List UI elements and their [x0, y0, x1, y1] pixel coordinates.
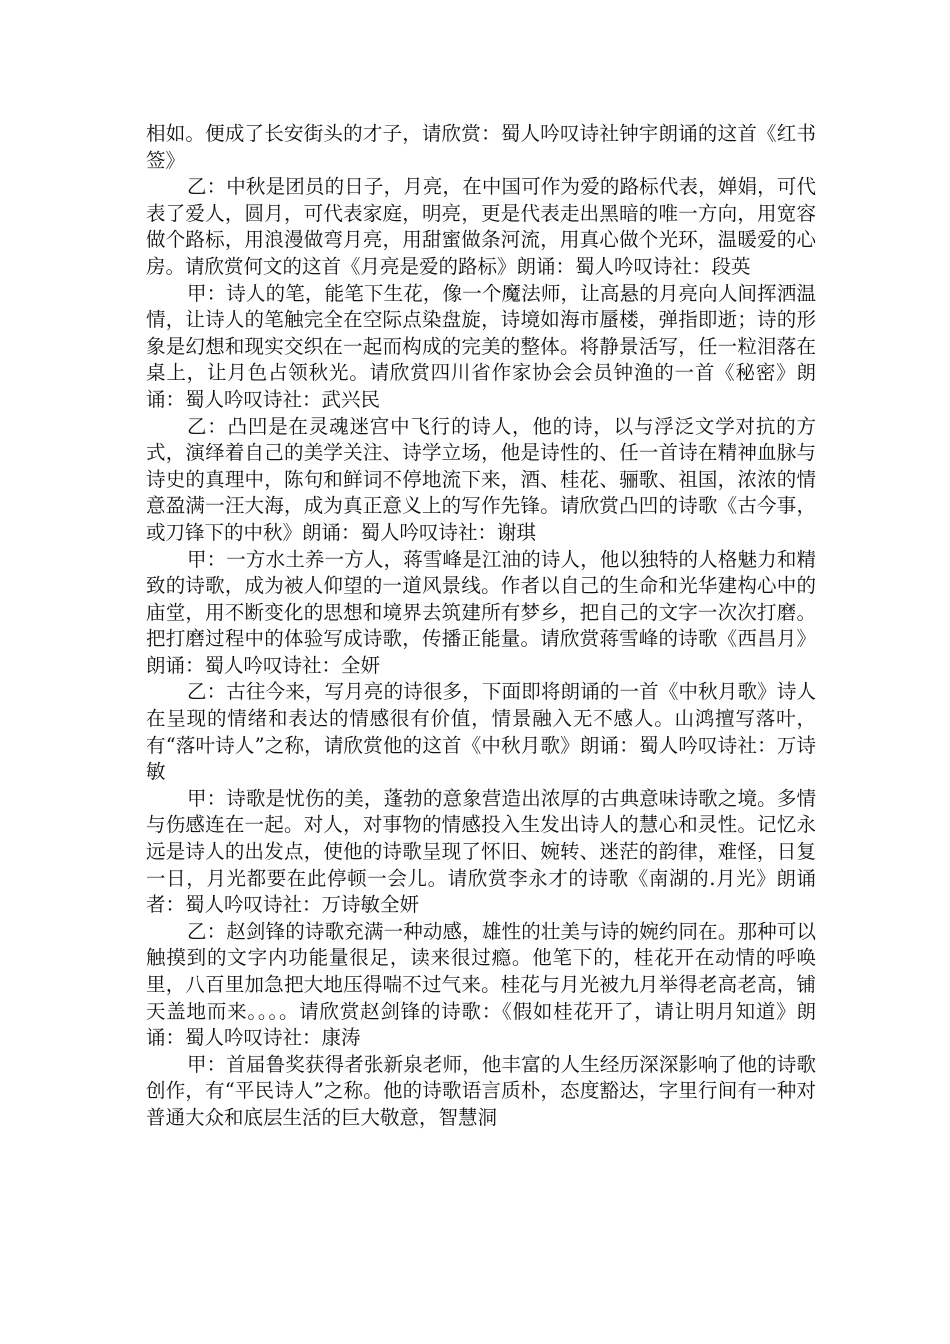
paragraph-yi-mid-autumn-song: 乙：古往今来，写月亮的诗很多，下面即将朗诵的一首《中秋月歌》诗人在呈现的情绪和表达的情感很有价值，情景融入无不感人。山鸿擅写落叶，有“落叶诗人”之称，请欣赏他的这首《中秋月歌》朗诵：蜀人吟叹诗社：万诗敏 — [146, 680, 816, 784]
paragraph-jia-xichang-moon: 甲：一方水土养一方人，蒋雪峰是江油的诗人，他以独特的人格魅力和精致的诗歌，成为被人仰望的一道风景线。作者以自己的生命和光华建构心中的庙堂，用不断变化的思想和境界去筑建所有梦乡，把自己的文字一次次打磨。把打磨过程中的体验写成诗歌，传播正能量。请欣赏蒋雪峰的诗歌《西昌月》朗诵：蜀人吟叹诗社：全妍 — [146, 547, 816, 677]
paragraph-jia-zhang-xinquan: 甲：首届鲁奖获得者张新泉老师，他丰富的人生经历深深影响了他的诗歌创作，有“平民诗人”之称。他的诗歌语言质朴，态度豁达，字里行间有一种对普通大众和底层生活的巨大敬意，智慧洞 — [146, 1052, 816, 1129]
paragraph-yi-red-bookmark: 乙：中秋是团员的日子，月亮，在中国可作为爱的路标代表，婵娟，可代表了爱人，圆月，可代表家庭，明亮，更是代表走出黑暗的唯一方向，用宽容做个路标，用浪漫做弯月亮，用甜蜜做条河流，用真心做个光环，温暖爱的心房。请欣赏何文的这首《月亮是爱的路标》朗诵：蜀人吟叹诗社：段英 — [146, 175, 816, 278]
paragraph-jia-nanhu-moonlight: 甲：诗歌是忧伤的美，蓬勃的意象营造出浓厚的古典意味诗歌之境。多情与伤感连在一起。对人，对事物的情感投入生发出诗人的慧心和灵性。记忆永远是诗人的出发点，使他的诗歌呈现了怀旧、婉转、迷茫的韵律，难怪，日复一日，月光都要在此停顿一会儿。请欣赏李永才的诗歌《南湖的.月光》朗诵者：蜀人吟叹诗社：万诗敏全妍 — [146, 786, 816, 917]
paragraph-continuation: 相如。便成了长安街头的才子，请欣赏：蜀人吟叹诗社钟宇朗诵的这首《红书签》 — [146, 122, 816, 172]
paragraph-yi-mid-autumn-blade: 乙：凸凹是在灵魂迷宫中飞行的诗人，他的诗，以与浮泛文学对抗的方式，演绎着自己的美学关注、诗学立场，他是诗性的、任一首诗在精神血脉与诗史的真理中，陈句和鲜词不停地流下来，酒、桂花、骊歌、祖国，浓浓的情意盈满一汪大海，成为真正意义上的写作先锋。请欣赏凸凹的诗歌《古今事，或刀锋下的中秋》朗诵：蜀人吟叹诗社：谢琪 — [146, 414, 816, 544]
document-page — [146, 121, 816, 1132]
paragraph-jia-secret: 甲：诗人的笔，能笔下生花，像一个魔法师，让高悬的月亮向人间挥洒温情，让诗人的笔触完全在空际点染盘旋，诗境如海市蜃楼，弹指即逝；诗的形象是幻想和现实交织在一起而构成的完美的整体。将静景活写，任一粒泪落在桌上，让月色占领秋光。请欣赏四川省作家协会会员钟渔的一首《秘密》朗诵：蜀人吟叹诗社：武兴民 — [146, 281, 816, 411]
paragraph-yi-osmanthus: 乙：赵剑锋的诗歌充满一种动感，雄性的壮美与诗的婉约同在。那种可以触摸到的文字内功能量很足，读来很过瘾。他笔下的，桂花开在动情的呼唤里，八百里加急把大地压得喘不过气来。桂花与月光被九月举得老高老高，铺天盖地而来。。。。请欣赏赵剑锋的诗歌：《假如桂花开了，请让明月知道》朗诵：蜀人吟叹诗社：康涛 — [146, 919, 816, 1050]
